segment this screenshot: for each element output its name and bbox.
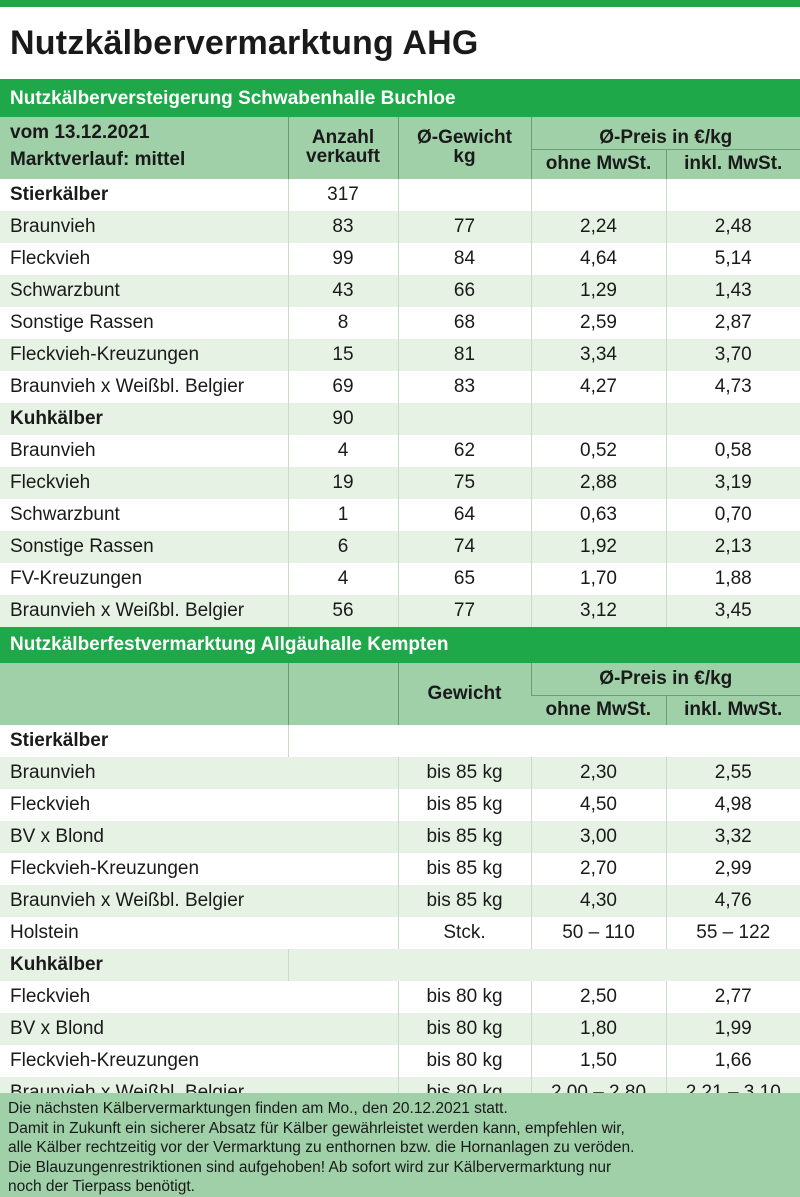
net-price-cell: 4,50 — [531, 789, 666, 821]
gross-price-cell: 3,45 — [666, 595, 800, 627]
gross-price-cell: 2,48 — [666, 211, 800, 243]
net-price-cell: 3,00 — [531, 821, 666, 853]
group-label: Kuhkälber — [0, 949, 288, 981]
table-row — [0, 917, 800, 949]
gross-price-cell: 2,13 — [666, 531, 800, 563]
col-net-label: ohne MwSt. — [531, 695, 666, 725]
count-cell: 4 — [288, 435, 398, 467]
col-gross-label: inkl. MwSt. — [666, 149, 800, 179]
weight-cell: bis 85 kg — [398, 789, 531, 821]
gross-price-cell: 1,99 — [666, 1013, 800, 1045]
footer-line: alle Kälber rechtzeitig vor der Vermarktung zu enthornen bzw. die Hornanlagen zu veröden. — [8, 1139, 635, 1156]
net-price-cell: 2,24 — [531, 211, 666, 243]
col-gross-label: inkl. MwSt. — [666, 695, 800, 725]
weight-cell: 84 — [398, 243, 531, 275]
footer-line: Die Blauzungenrestriktionen sind aufgehoben! Ab sofort wird zur Kälbervermarktung nur — [8, 1158, 612, 1176]
count-cell: 6 — [288, 531, 398, 563]
col-net-label: ohne MwSt. — [531, 149, 666, 179]
auction-section-title: Nutzkälberversteigerung Schwabenhalle Buchloe — [0, 81, 800, 117]
breed-cell: FV-Kreuzungen — [0, 563, 288, 595]
table-row — [0, 435, 800, 467]
table-row — [0, 1045, 800, 1077]
table-row — [0, 1013, 800, 1045]
group-label: Stierkälber — [0, 725, 288, 757]
breed-cell: Sonstige Rassen — [0, 307, 288, 339]
table-row — [0, 821, 800, 853]
table-row — [0, 467, 800, 499]
net-price-cell: 1,70 — [531, 563, 666, 595]
gross-price-cell: 4,76 — [666, 885, 800, 917]
breed-cell: Holstein — [0, 917, 398, 949]
weight-cell: 64 — [398, 499, 531, 531]
market-trend: Marktverlauf: mittel — [0, 149, 288, 179]
count-cell: 1 — [288, 499, 398, 531]
group-row-kuhkaelber — [0, 403, 800, 435]
gross-price-cell: 3,70 — [666, 339, 800, 371]
net-price-cell: 2,30 — [531, 757, 666, 789]
count-cell: 19 — [288, 467, 398, 499]
net-price-cell: 1,29 — [531, 275, 666, 307]
gross-price-cell: 5,14 — [666, 243, 800, 275]
net-price-cell: 2,59 — [531, 307, 666, 339]
breed-cell: Fleckvieh — [0, 981, 398, 1013]
breed-cell: Fleckvieh-Kreuzungen — [0, 853, 398, 885]
table-row — [0, 757, 800, 789]
fixed-table — [0, 663, 800, 1109]
breed-cell: Braunvieh — [0, 211, 288, 243]
col-weight-label-1: Ø-Gewicht — [398, 117, 531, 149]
breed-cell: Fleckvieh — [0, 467, 288, 499]
net-price-cell: 4,27 — [531, 371, 666, 403]
footer-line: Damit in Zukunft ein sicherer Absatz für Kälber gewährleistet werden kann, empfehlen wir, — [8, 1119, 625, 1137]
group-count: 90 — [288, 403, 398, 435]
table-row — [0, 563, 800, 595]
gross-price-cell: 2,77 — [666, 981, 800, 1013]
weight-cell: Stck. — [398, 917, 531, 949]
net-price-cell: 1,80 — [531, 1013, 666, 1045]
breed-cell: Braunvieh x Weißbl. Belgier — [0, 595, 288, 627]
count-cell: 4 — [288, 563, 398, 595]
table-row — [0, 595, 800, 627]
group-label: Stierkälber — [0, 179, 288, 211]
weight-cell: bis 85 kg — [398, 885, 531, 917]
col-count-label-1: Anzahl — [288, 117, 398, 149]
footer-note — [0, 1093, 800, 1197]
gross-price-cell: 4,98 — [666, 789, 800, 821]
gross-price-cell: 2,87 — [666, 307, 800, 339]
weight-cell: 74 — [398, 531, 531, 563]
net-price-cell: 4,64 — [531, 243, 666, 275]
gross-price-cell: 0,58 — [666, 435, 800, 467]
weight-cell: 68 — [398, 307, 531, 339]
table-row — [0, 981, 800, 1013]
auction-header-row-2 — [0, 149, 800, 179]
breed-cell: Schwarzbunt — [0, 499, 288, 531]
count-cell: 83 — [288, 211, 398, 243]
table-row — [0, 339, 800, 371]
weight-cell: 77 — [398, 595, 531, 627]
table-row — [0, 307, 800, 339]
net-price-cell: 3,12 — [531, 595, 666, 627]
breed-cell: Braunvieh x Weißbl. Belgier — [0, 885, 398, 917]
table-row — [0, 499, 800, 531]
breed-cell: BV x Blond — [0, 821, 398, 853]
net-price-cell: 1,50 — [531, 1045, 666, 1077]
breed-cell: Fleckvieh — [0, 789, 398, 821]
count-cell: 8 — [288, 307, 398, 339]
gross-price-cell: 55 – 122 — [666, 917, 800, 949]
col-price-label: Ø-Preis in €/kg — [531, 663, 800, 695]
table-row — [0, 371, 800, 403]
gross-price-cell: 2,99 — [666, 853, 800, 885]
group-row-kuhkaelber — [0, 949, 800, 981]
footer-line: noch der Tierpass benötigt. — [8, 1178, 195, 1195]
weight-cell: bis 85 kg — [398, 757, 531, 789]
weight-cell: 77 — [398, 211, 531, 243]
gross-price-cell: 1,66 — [666, 1045, 800, 1077]
count-cell: 69 — [288, 371, 398, 403]
weight-cell: bis 85 kg — [398, 853, 531, 885]
net-price-cell: 0,63 — [531, 499, 666, 531]
gross-price-cell: 2,55 — [666, 757, 800, 789]
weight-cell: 65 — [398, 563, 531, 595]
fixed-header-row-1 — [0, 663, 800, 695]
gross-price-cell: 1,88 — [666, 563, 800, 595]
group-label: Kuhkälber — [0, 403, 288, 435]
count-cell: 56 — [288, 595, 398, 627]
count-cell: 15 — [288, 339, 398, 371]
weight-cell: 62 — [398, 435, 531, 467]
group-row-stierkaelber — [0, 179, 800, 211]
weight-cell: 66 — [398, 275, 531, 307]
breed-cell: Fleckvieh — [0, 243, 288, 275]
weight-cell: bis 80 kg — [398, 981, 531, 1013]
net-price-cell: 2,50 — [531, 981, 666, 1013]
col-count-label-2: verkauft — [288, 149, 398, 179]
weight-cell: 81 — [398, 339, 531, 371]
breed-cell: Fleckvieh-Kreuzungen — [0, 1045, 398, 1077]
gross-price-cell: 0,70 — [666, 499, 800, 531]
gross-price-cell: 3,19 — [666, 467, 800, 499]
group-count: 317 — [288, 179, 398, 211]
auction-date: vom 13.12.2021 — [0, 117, 288, 149]
group-row-stierkaelber — [0, 725, 800, 757]
net-price-cell: 4,30 — [531, 885, 666, 917]
col-price-label: Ø-Preis in €/kg — [531, 117, 800, 149]
gross-price-cell: 3,32 — [666, 821, 800, 853]
table-row — [0, 853, 800, 885]
weight-cell: bis 85 kg — [398, 821, 531, 853]
table-row — [0, 531, 800, 563]
table-row — [0, 789, 800, 821]
table-row — [0, 243, 800, 275]
weight-cell: bis 80 kg — [398, 1045, 531, 1077]
page-title: Nutzkälbervermarktung AHG — [0, 7, 800, 81]
net-price-cell: 3,34 — [531, 339, 666, 371]
weight-cell: 83 — [398, 371, 531, 403]
net-price-cell: 2,70 — [531, 853, 666, 885]
top-accent-bar — [0, 0, 800, 7]
table-row — [0, 885, 800, 917]
net-price-cell: 0,52 — [531, 435, 666, 467]
breed-cell: BV x Blond — [0, 1013, 398, 1045]
col-weight-label-2: kg — [398, 149, 531, 179]
breed-cell: Braunvieh — [0, 757, 398, 789]
breed-cell: Sonstige Rassen — [0, 531, 288, 563]
table-row — [0, 275, 800, 307]
auction-table — [0, 117, 800, 627]
col-weight-label: Gewicht — [398, 663, 531, 725]
fixed-section-title: Nutzkälberfestvermarktung Allgäuhalle Kempten — [0, 627, 800, 663]
net-price-cell: 50 – 110 — [531, 917, 666, 949]
net-price-cell: 2,88 — [531, 467, 666, 499]
breed-cell: Fleckvieh-Kreuzungen — [0, 339, 288, 371]
count-cell: 99 — [288, 243, 398, 275]
breed-cell: Braunvieh — [0, 435, 288, 467]
net-price-cell: 1,92 — [531, 531, 666, 563]
table-row — [0, 211, 800, 243]
breed-cell: Braunvieh x Weißbl. Belgier — [0, 371, 288, 403]
breed-cell: Schwarzbunt — [0, 275, 288, 307]
auction-header-row-1 — [0, 117, 800, 149]
footer-line: Die nächsten Kälbervermarktungen finden am Mo., den 20.12.2021 statt. — [8, 1100, 508, 1117]
gross-price-cell: 1,43 — [666, 275, 800, 307]
weight-cell: bis 80 kg — [398, 1013, 531, 1045]
count-cell: 43 — [288, 275, 398, 307]
gross-price-cell: 4,73 — [666, 371, 800, 403]
weight-cell: 75 — [398, 467, 531, 499]
